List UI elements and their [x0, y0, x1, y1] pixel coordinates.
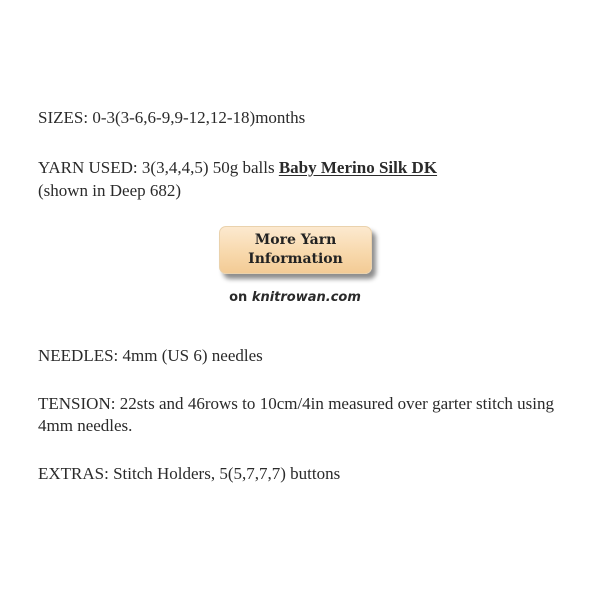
yarn-used-line: [38, 157, 437, 179]
sizes-label: SIZES:: [38, 108, 89, 127]
yarn-label: YARN USED:: [38, 158, 138, 177]
more-yarn-information-button[interactable]: [219, 226, 372, 274]
sizes-line: [38, 107, 305, 129]
tension-label: TENSION:: [38, 394, 116, 413]
more-yarn-info-label-line2: Information: [248, 251, 343, 267]
yarn-shown-in-line: (shown in Deep 682): [38, 181, 182, 200]
needles-line: [38, 345, 263, 367]
extras-label: EXTRAS:: [38, 464, 109, 483]
more-yarn-info-label-line1: More Yarn: [254, 232, 337, 248]
needles-label: NEEDLES:: [38, 346, 119, 365]
needles-value: 4mm (US 6) needles: [122, 346, 263, 365]
yarn-name-link[interactable]: Baby Merino Silk DK: [278, 158, 438, 177]
tension-value: 22sts and 46rows to 10cm/4in measured over garter stitch using 4mm needles.: [38, 394, 555, 435]
yarn-quantity: 3(3,4,4,5) 50g balls: [141, 158, 275, 177]
site-line: [0, 290, 590, 305]
site-prefix: on: [229, 290, 248, 305]
extras-line: [38, 463, 340, 485]
site-name: knitrowan.com: [251, 290, 361, 305]
extras-value: Stitch Holders, 5(5,7,7,7) buttons: [113, 464, 341, 483]
tension-paragraph: [38, 393, 554, 437]
sizes-value: 0-3(3-6,6-9,9-12,12-18)months: [92, 108, 306, 127]
